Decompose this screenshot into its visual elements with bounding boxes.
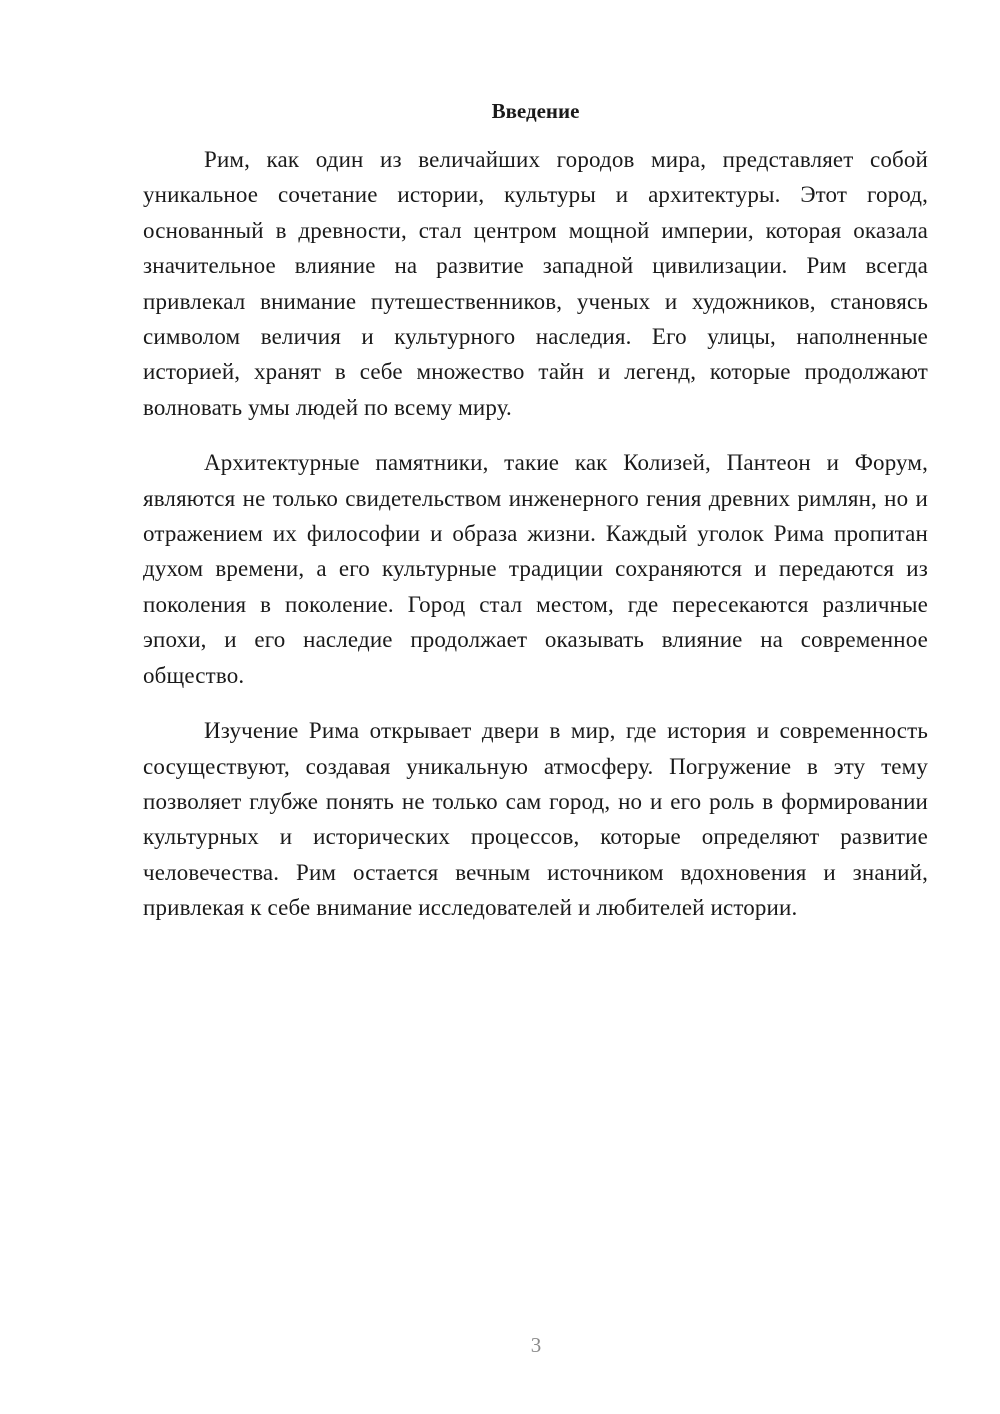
section-heading: Введение xyxy=(491,99,580,123)
page-number: 3 xyxy=(530,1333,542,1357)
body-text xyxy=(143,142,928,946)
paragraph-1: Рим, как один из величайших городов мира, представляет собой уникальное сочетание истории, культуры и архитектуры. Этот город, основанный в древности, стал центром мощной империи, которая оказала значительное влияние на развитие западной цивилизации. Рим всегда привлекал внимание путешественников, ученых и художников, становясь символом величия и культурного наследия. Его улицы, наполненные историей, хранят в себе множество тайн и легенд, которые продолжают волновать умы людей по всему миру. xyxy=(143,147,928,420)
paragraph-2: Архитектурные памятники, такие как Колизей, Пантеон и Форум, являются не только свидетельством инженерного гения древних римлян, но и отражением их философии и образа жизни. Каждый уголок Рима пропитан духом времени, а его культурные традиции сохраняются и передаются из поколения в поколение. Город стал местом, где пересекаются различные эпохи, и его наследие продолжает оказывать влияние на современное общество. xyxy=(143,450,928,688)
paragraph-3: Изучение Рима открывает двери в мир, где история и современность сосуществуют, создавая уникальную атмосферу. Погружение в эту тему позволяет глубже понять не только сам город, но и его роль в формировании культурных и исторических процессов, которые определяют развитие человечества. Рим остается вечным источником вдохновения и знаний, привлекая к себе внимание исследователей и любителей истории. xyxy=(143,718,928,921)
